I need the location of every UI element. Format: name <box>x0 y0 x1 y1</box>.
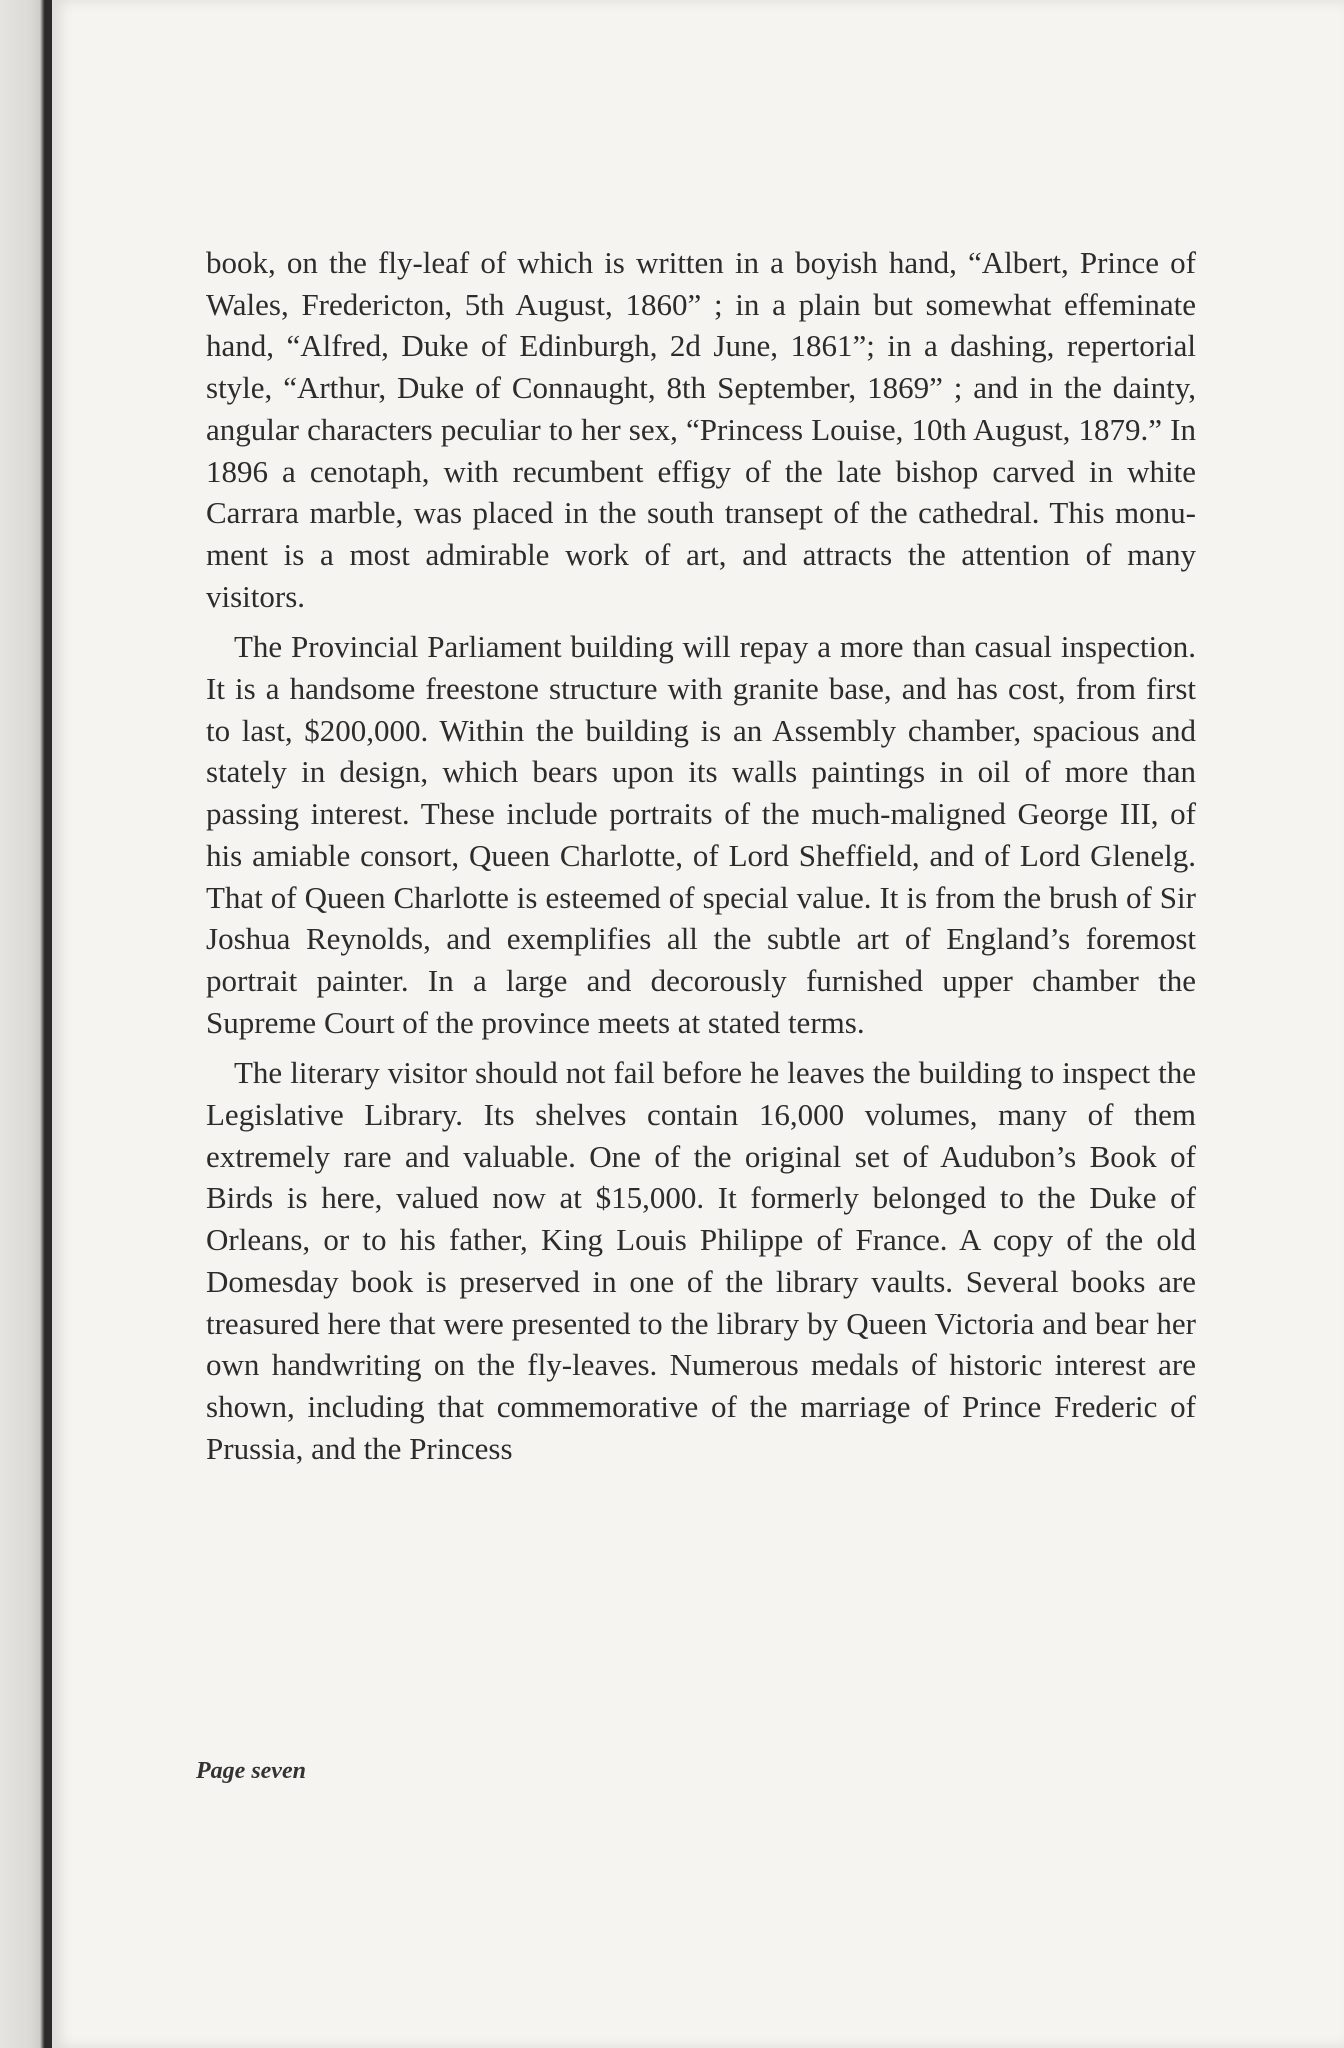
paragraph: The literary visitor should not fail before he leaves the building to inspect the Legislative Library. Its shelves contain 16,000 volumes, many of them extremely rare and valuable. One of the original set of Audubon’s Book of Birds is here, valued now at $15,000. It formerly belonged to the Duke of Orleans, or to his father, King Louis Philippe of France. A copy of the old Domesday book is preserved in one of the library vaults. Several books are treasured here that were presented to the library by Queen Victoria and bear her own handwriting on the fly-leaves. Numerous medals of historic interest are shown, including that commemorative of the marriage of Prince Frederic of Prussia, and the Princess <box>206 1055 1196 1466</box>
paragraph: book, on the fly-leaf of which is written in a boyish hand, “Albert, Prince of Wales, Fredericton, 5th August, 1860” ; in a plain but somewhat effeminate hand, “Alfred, Duke of Edinburgh, 2d June, 1861”; in a dashing, repertorial style, “Arthur, Duke of Connaught, 8th September, 1869” ; and in the dainty, angular characters peculiar to her sex, “Princess Louise, 10th August, 1879.” In 1896 a cenotaph, with recumbent effigy of the late bishop carved in white Carrara marble, was placed in the south transept of the cathedral. This monument is a most admirable work of art, and attracts the attention of many visitors. <box>206 245 1196 614</box>
paragraph: The Provincial Parliament building will repay a more than casual inspection. It is a handsome freestone structure with granite base, and has cost, from first to last, $200,000. Within the building is an Assembly chamber, spacious and stately in design, which bears upon its walls paintings in oil of more than passing interest. These include portraits of the much-maligned George III, of his amiable consort, Queen Charlotte, of Lord Sheffield, and of Lord Glenelg. That of Queen Charlotte is esteemed of special value. It is from the brush of Sir Joshua Reynolds, and exemplifies all the subtle art of England’s foremost portrait painter. In a large and decorously furnished upper chamber the Supreme Court of the province meets at stated terms. <box>206 629 1196 1040</box>
book-page <box>52 0 1344 2048</box>
scan-left-edge <box>0 0 46 2048</box>
body-text <box>206 242 1196 1469</box>
page-number: Page seven <box>196 1758 306 1784</box>
